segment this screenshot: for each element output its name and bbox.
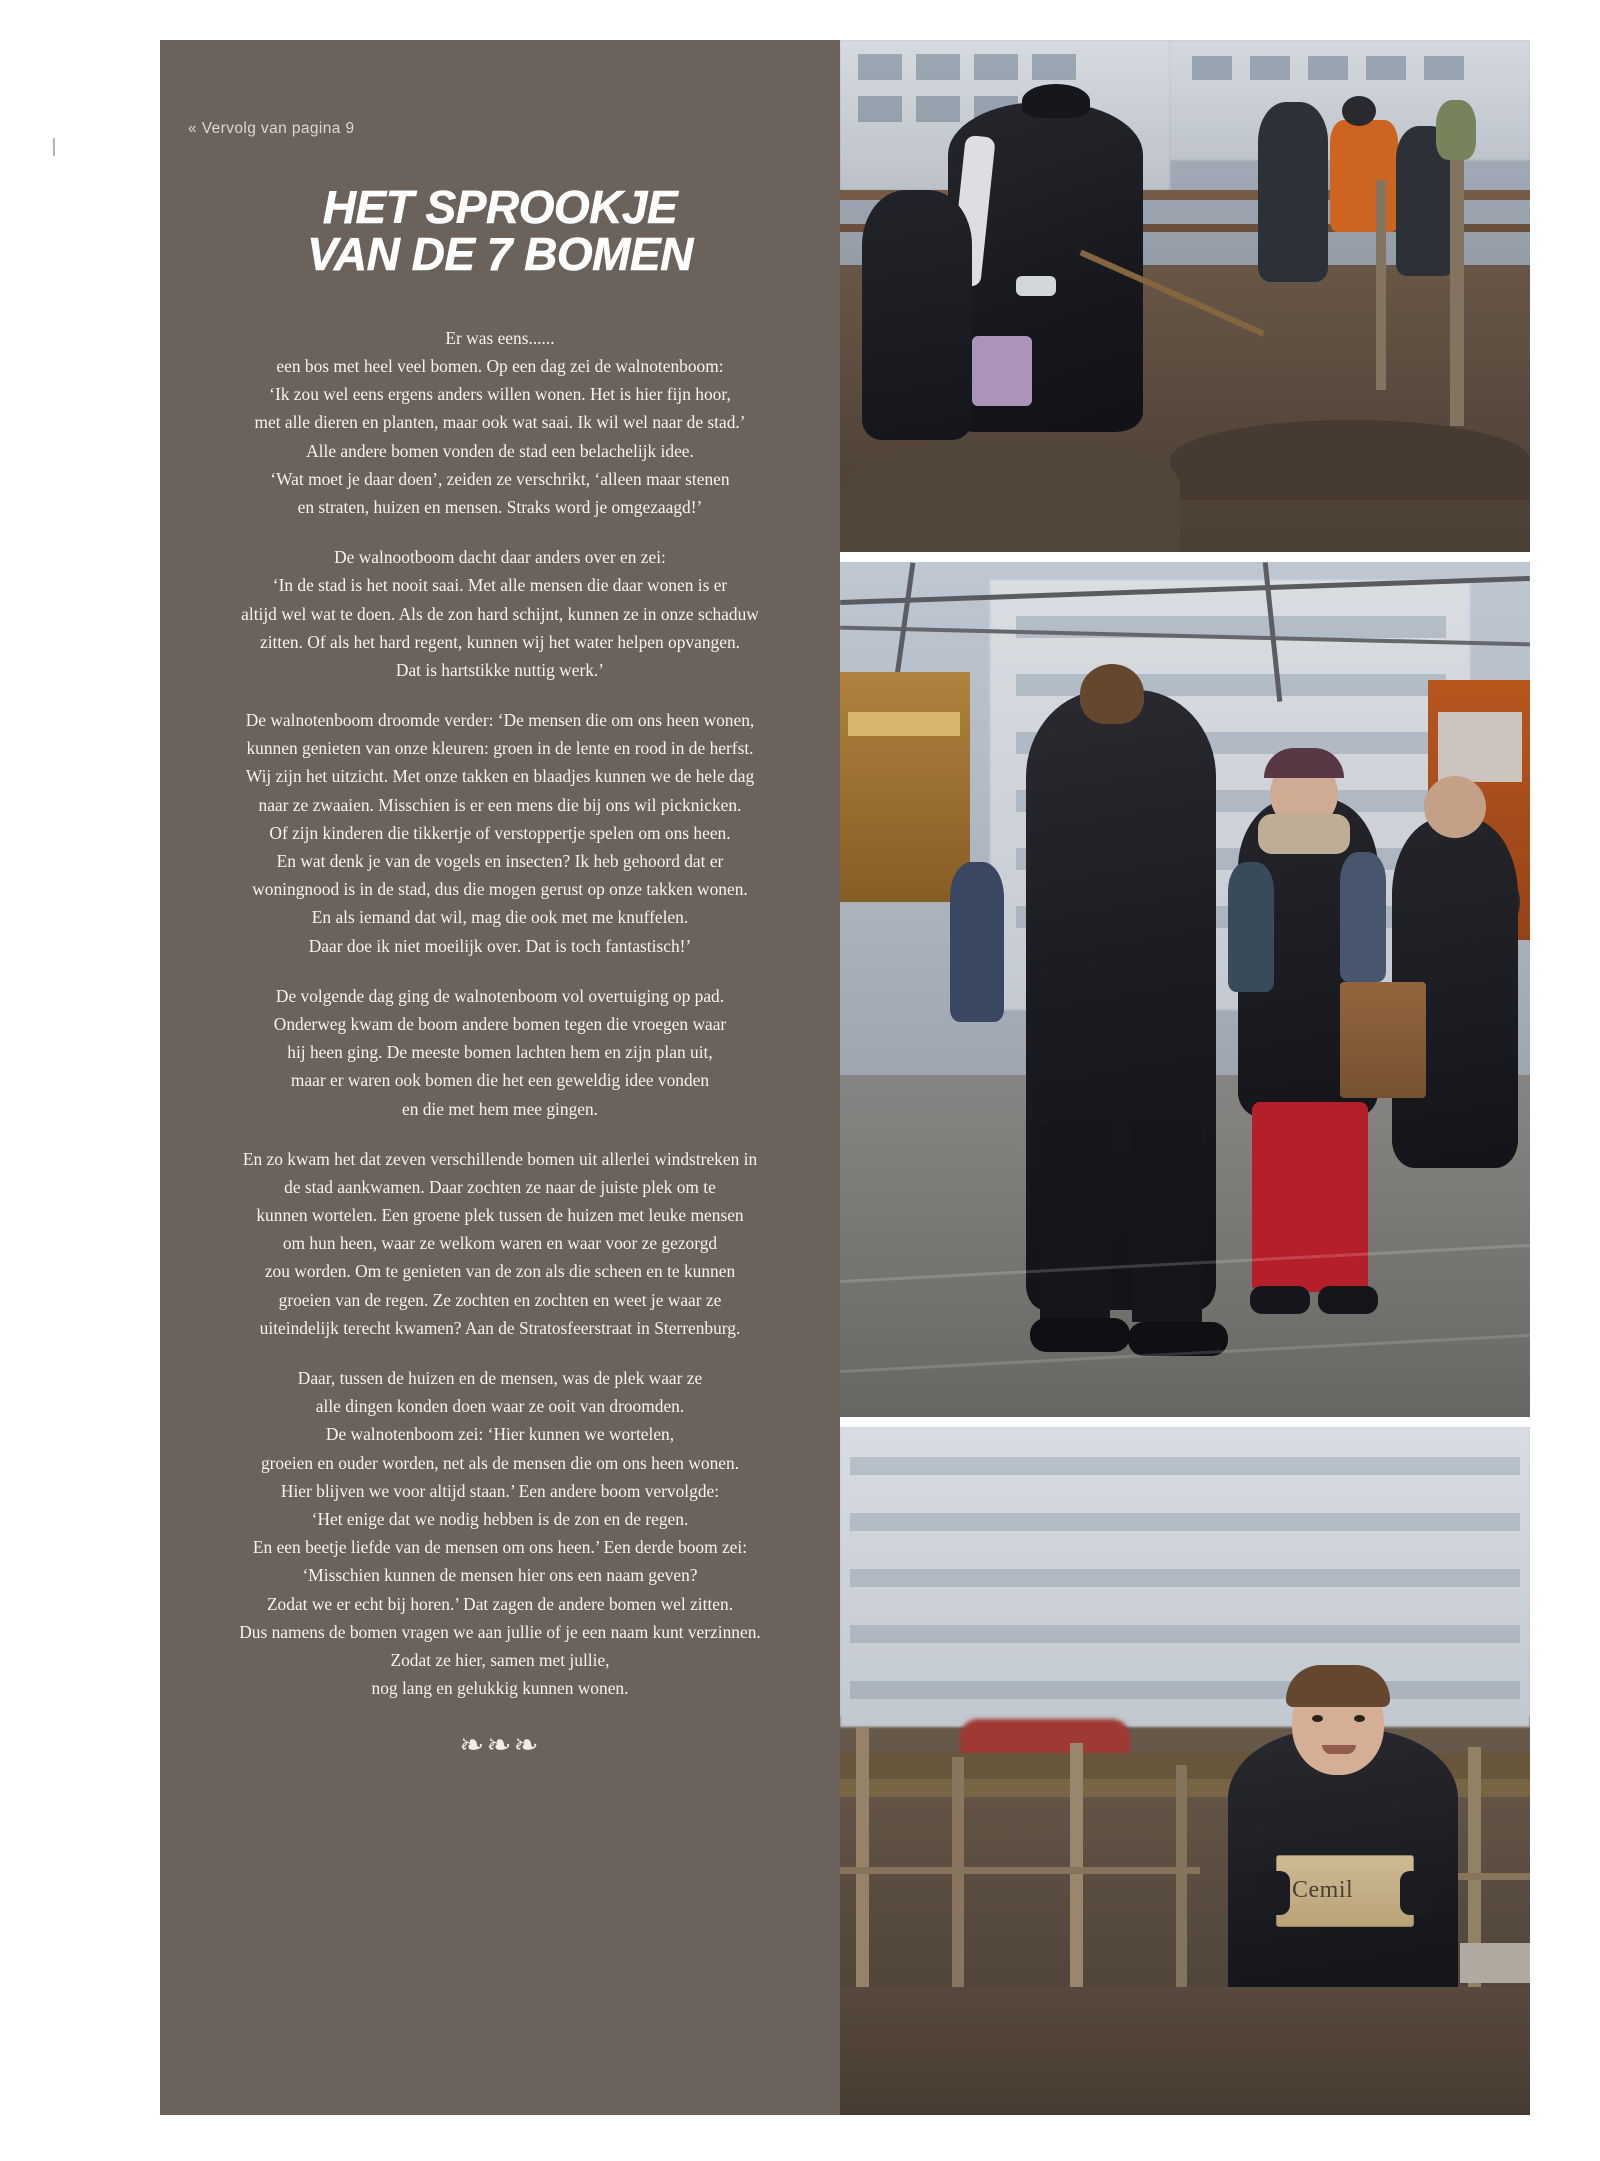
page-title [184, 181, 816, 280]
headline-line-2: VAN DE 7 BOMEN [307, 227, 693, 280]
photo-column [840, 40, 1530, 2115]
story-paragraph: En zo kwam het dat zeven verschillende bomen uit allerlei windstreken in de stad aankwamen. Daar zochten ze naar de juiste plek om te kunnen wortelen. Een groene plek tussen de huizen met leuke mensen om hun heen, waar ze welkom waren en waar voor ze gezorgd zou worden. Om te genieten van de zon als die scheen en te kunnen groeien van de regen. Ze zochten en zochten en weet je waar ze uiteindelijk terecht kwamen? Aan de Stratosfeerstraat in Sterrenburg. [242, 1148, 758, 1338]
name-plate-text: Cemil [1292, 1877, 1354, 1903]
ornament-divider: ❧❧❧ [459, 1728, 541, 1764]
story-paragraph: De volgende dag ging de walnotenboom vol overtuiging op pad. Onderweg kwam de boom andere bomen tegen die vroegen waar hij heen ging. De meeste bomen lachten hem en zijn plan uit, maar er waren ook bomen die het een geweldig idee vonden en die met hem mee gingen. [273, 985, 727, 1119]
story-paragraph: De walnootboom dacht daar anders over en zei: ‘In de stad is het nooit saai. Met alle mensen die daar wonen is er altijd wel wat te doen. Als de zon hard schijnt, kunnen ze in onze schaduw zitten. Of als het hard regent, kunnen wij het water helpen opvangen. Dat is hartstikke nuttig werk.’ [241, 547, 759, 680]
article-text-column [160, 40, 840, 2115]
photo-street-gathering [840, 562, 1530, 1417]
story-paragraph: Er was eens...... een bos met heel veel bomen. Op een dag zei de walnotenboom: ‘Ik zou wel eens ergens anders willen wonen. Het is hier fijn hoor, met alle dieren en planten, maar ook wat saai. Ik wil wel naar de stad.’ Alle andere bomen vonden de stad een belachelijk idee. ‘Wat moet je daar doen’, zeiden ze verschrikt, ‘alleen maar stenen en straten, huizen en mensen. Straks word je omgezaagd!’ [254, 327, 746, 517]
continued-from-note: « Vervolg van pagina 9 [188, 120, 355, 137]
headline-line-1: HET SPROOKJE [322, 181, 678, 233]
photo-boy-with-nameplate [840, 1427, 1530, 2115]
crop-mark [53, 138, 55, 156]
story-body [184, 324, 816, 1702]
photo-planting-volunteers [840, 40, 1530, 552]
story-paragraph: Daar, tussen de huizen en de mensen, was de plek waar ze alle dingen konden doen waar ze ooit van droomden. De walnotenboom zei: ‘Hier kunnen we wortelen, groeien en ouder worden, net als de mensen die om ons heen wonen. Hier blijven we voor altijd staan.’ Een andere boom vervolgde: ‘Het enige dat we nodig hebben is de zon en de regen. En een beetje liefde van de mensen om ons heen.’ Een derde boom zei: ‘Misschien kunnen de mensen hier ons een naam geven? Zodat we er echt bij horen.’ Dat zagen de andere bomen wel zitten. Dus namens de bomen vragen we aan jullie of je een naam kunt verzinnen. Zodat ze hier, samen met jullie, nog lang en gelukkig kunnen wonen. [239, 1368, 761, 1699]
story-paragraph: De walnotenboom droomde verder: ‘De mensen die om ons heen wonen, kunnen genieten van onze kleuren: groen in de lente en rood in de herfst. Wij zijn het uitzicht. Met onze takken en blaadjes kunnen we de hele dag naar ze zwaaien. Misschien is er een mens die bij ons wil picknicken. Of zijn kinderen die tikkertje of verstoppertje spelen om ons heen. En wat denk je van de vogels en insecten? Ik heb gehoord dat er woningnood is in de stad, dus die mogen gerust op onze takken wonen. En als iemand dat wil, mag die ook met me knuffelen. Daar doe ik niet moeilijk over. Dat is toch fantastisch!’ [245, 710, 755, 956]
